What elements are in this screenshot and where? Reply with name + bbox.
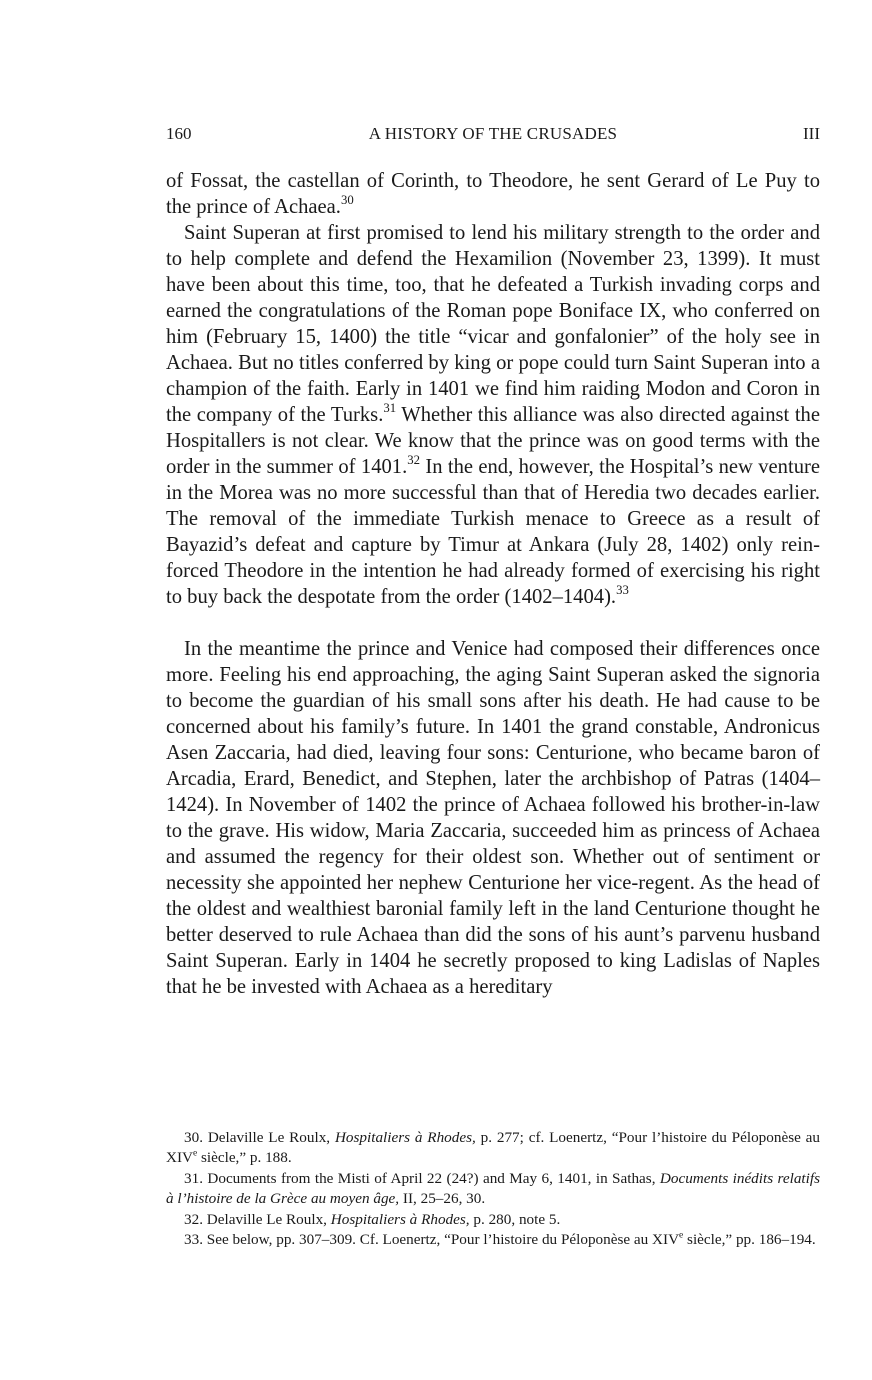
page-number: 160 — [166, 124, 192, 143]
paragraph-1 — [166, 168, 820, 220]
footnote-ref-31[interactable]: 31 — [383, 401, 397, 416]
paragraph-2-part-a: Saint Superan at first promised to lend his military strength to the order and to help complete and defend the Hexamilion (November 23, 1399). It must have been about this time, too, that he defeated a Turkish invading corps and earned the congratulations of the Roman pope Boniface IX, who conferred on him (February 15, 1400) the title “vicar and gonfalonier” of the holy see in Achaea. But no titles conferred by king or pope could turn Saint Superan into a champion of the faith. Early in 1401 we find him raiding Modon and Coron in the company of the Turks. — [166, 222, 820, 426]
paragraph-1-text: of Fossat, the castellan of Corinth, to Theodore, he sent Gerard of Le Puy to the prince of Achaea. — [166, 170, 820, 218]
running-header — [166, 124, 820, 148]
main-text — [166, 168, 820, 1000]
paragraph-3: In the meantime the prince and Venice had composed their differences once more. Feeling his end approaching, the aging Saint Superan asked the signoria to become the guardian of his small sons after his death. He had cause to be concerned about his family’s future. In 1401 the grand constable, Andronicus Asen Zaccaria, had died, leaving four sons: Centurione, who became baron of Arcadia, Erard, Benedict, and Stephen, later the archbishop of Patras (1404–1424). In November of 1402 the prince of Achaea followed his brother-in-law to the grave. His widow, Maria Zaccaria, succeeded him as princess of Achaea and assumed the regency for their oldest son. Whether out of sentiment or necessity she appointed her nephew Centurione her vice-regent. As the head of the oldest and wealthiest baronial family left in the land Centurione thought he better deserved to rule Achaea than did the sons of his aunt’s parvenu husband Saint Superan. Early in 1404 he secretly proposed to king Ladislas of Naples that he be invested with Achaea as a hereditary — [166, 638, 820, 998]
footnote-ref-30[interactable]: 30 — [340, 193, 354, 208]
running-title: A HISTORY OF THE CRUSADES — [368, 124, 618, 143]
footnote-32-post: p. 280, note 5. — [469, 1210, 561, 1228]
footnote-30-post: siècle,” p. 188. — [197, 1149, 292, 1167]
paragraph-2-part-c: In the end, however, the Hospital’s new venture in the Morea was no more successful than that of Heredia two decades earlier. The removal of the immediate Turkish menace to Greece as a result of Bayazid’s defeat and capture by Timur at Ankara (July 28, 1402) only reinforced Theodore in the intention he had already formed of exercising his right to buy back the despotate from the order (1402–1404). — [166, 456, 820, 608]
footnote-30-mid: p. 277; cf. Loenertz, “Pour l’histoire du Péloponèse au XIV — [166, 1129, 821, 1167]
paragraph-2-part-b: Whether this alliance was also directed against the Hospitallers is not clear. We know that the prince was on good terms with the order in the summer of 1401. — [166, 404, 820, 478]
footnote-30-sup: e — [193, 1148, 198, 1159]
footnote-31-post: II, 25–26, 30. — [399, 1190, 486, 1208]
paragraph-2 — [166, 220, 820, 610]
footnote-33-pre: 33. See below, pp. 307–309. Cf. Loenertz, “Pour l’histoire du Péloponèse au XIV — [184, 1231, 680, 1249]
footnote-ref-32[interactable]: 32 — [407, 453, 420, 468]
footnote-30-pre: 30. Delaville Le Roulx, — [184, 1129, 335, 1146]
footnote-30-title: Hospitaliers à Rhodes, — [334, 1129, 476, 1146]
footnote-32-pre: 32. Delaville Le Roulx, — [184, 1210, 331, 1228]
footnote-33-sup: e — [679, 1230, 684, 1241]
footnote-33 — [166, 1230, 820, 1250]
footnotes — [166, 1128, 820, 1250]
footnote-31-title: Documents inédits relatifs à l’histoire de la Grèce au moyen âge, — [166, 1169, 820, 1208]
footnote-30 — [166, 1128, 820, 1169]
footnote-32-title: Hospitaliers à Rhodes, — [330, 1210, 470, 1228]
footnote-ref-33[interactable]: 33 — [616, 583, 629, 598]
footnote-33-post: siècle,” pp. 186–194. — [683, 1231, 816, 1249]
footnote-31 — [166, 1169, 820, 1210]
footnote-32 — [166, 1210, 820, 1230]
footnote-31-pre: 31. Documents from the Misti of April 22 (24?) and May 6, 1401, in Sathas, — [184, 1169, 660, 1187]
volume-number: III — [803, 124, 820, 143]
